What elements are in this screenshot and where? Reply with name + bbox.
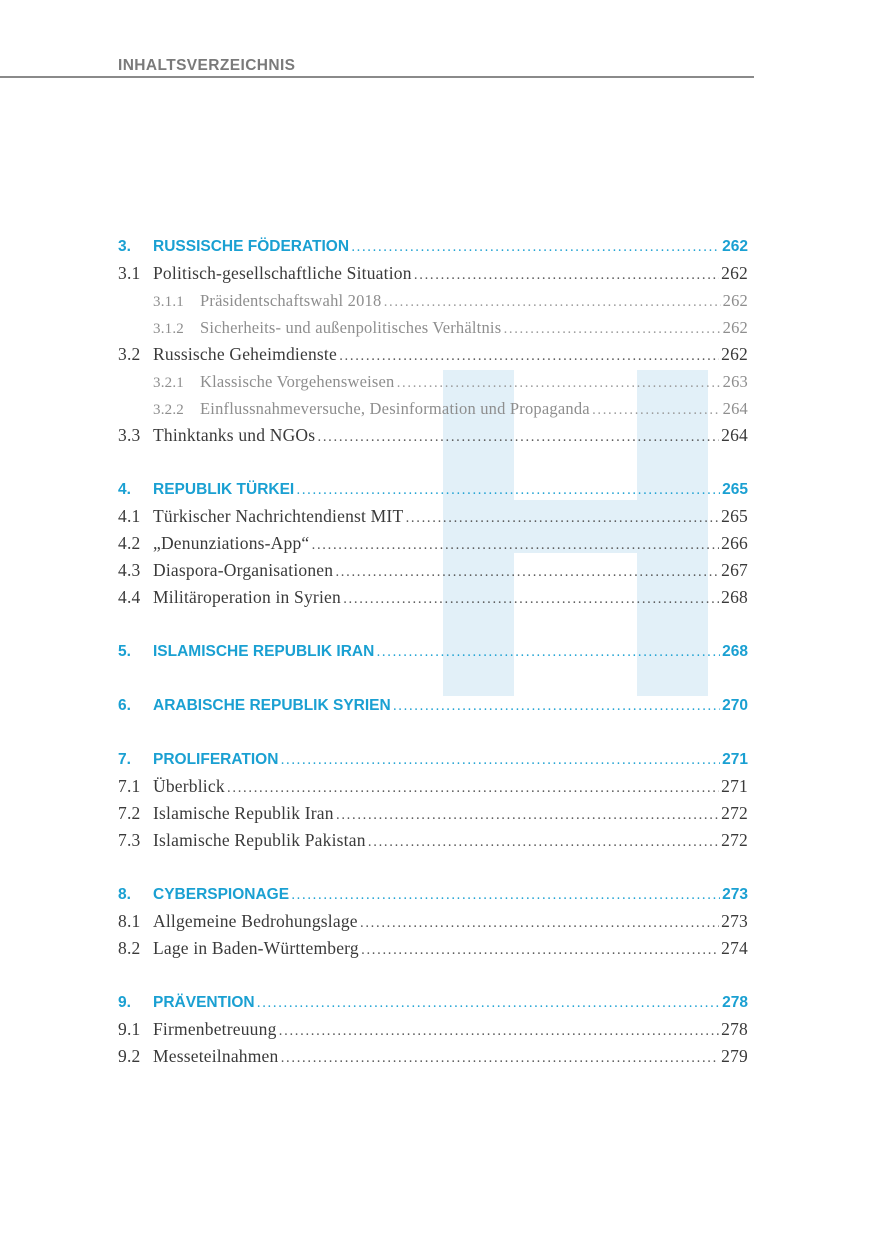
toc-page-number: 273	[721, 911, 748, 931]
dot-leader	[405, 505, 719, 532]
toc-chapter-row[interactable]	[118, 989, 748, 1016]
toc-page-number: 271	[721, 776, 748, 796]
toc-chapter-row[interactable]	[118, 638, 748, 665]
toc-title: Lage in Baden-Württemberg	[153, 938, 359, 958]
toc-section-row[interactable]	[118, 908, 748, 935]
toc-section-row[interactable]	[118, 773, 748, 800]
toc-chapter-row[interactable]	[118, 692, 748, 719]
toc-number: 3.1.1	[153, 294, 184, 310]
toc-number: 3.	[118, 238, 131, 255]
toc-title: Islamische Republik Pakistan	[153, 830, 366, 850]
toc-page-number: 273	[722, 886, 748, 903]
toc-number: 4.	[118, 481, 131, 498]
toc-number: 3.2	[118, 344, 141, 364]
toc-title: Thinktanks und NGOs	[153, 425, 316, 445]
dot-leader	[291, 882, 720, 909]
toc-title: Messeteilnahmen	[153, 1046, 279, 1066]
header-rule	[0, 76, 754, 78]
toc-title: ARABISCHE REPUBLIK SYRIEN	[153, 697, 391, 714]
dot-leader	[360, 910, 719, 937]
toc-number: 7.3	[118, 830, 141, 850]
toc-chapter-row[interactable]	[118, 881, 748, 908]
dot-leader	[257, 990, 721, 1017]
toc-section-row[interactable]	[118, 584, 748, 611]
toc-page-number: 262	[722, 238, 748, 255]
toc-title: Islamische Republik Iran	[153, 803, 334, 823]
toc-number: 4.4	[118, 587, 141, 607]
toc-title: Russische Geheimdienste	[153, 344, 337, 364]
toc-number: 4.3	[118, 560, 141, 580]
toc-page-number: 262	[722, 291, 748, 310]
toc-page-number: 271	[722, 751, 748, 768]
toc-title: ISLAMISCHE REPUBLIK IRAN	[153, 643, 375, 660]
toc-title: Firmenbetreuung	[153, 1019, 277, 1039]
toc-number: 3.2.2	[153, 402, 184, 418]
toc-sub-row[interactable]	[118, 314, 748, 341]
dot-leader	[414, 262, 719, 289]
dot-leader	[227, 775, 719, 802]
dot-leader	[368, 829, 719, 856]
toc-sub-row[interactable]	[118, 395, 748, 422]
toc-title: CYBERSPIONAGE	[153, 886, 290, 903]
toc-title: Einflussnahmeversuche, Desinformation und Propaganda	[200, 399, 590, 418]
toc-page-number: 268	[722, 643, 748, 660]
dot-leader	[393, 693, 720, 720]
dot-leader	[317, 424, 719, 451]
toc-title: Militäroperation in Syrien	[153, 587, 341, 607]
dot-leader	[336, 802, 719, 829]
toc-page-number: 279	[721, 1046, 748, 1066]
toc-title: RUSSISCHE FÖDERATION	[153, 238, 350, 255]
toc-page-number: 262	[721, 344, 748, 364]
toc-number: 8.1	[118, 911, 141, 931]
toc-number: 4.2	[118, 533, 141, 553]
toc-page-number: 272	[721, 803, 748, 823]
dot-leader	[361, 937, 719, 964]
toc-title: PRÄVENTION	[153, 994, 255, 1011]
toc-page-number: 264	[721, 425, 748, 445]
toc-section-row[interactable]	[118, 935, 748, 962]
toc-page-number: 265	[721, 506, 748, 526]
toc-page-number: 262	[721, 263, 748, 283]
toc-number: 3.1.2	[153, 321, 184, 337]
toc-page-number: 264	[722, 399, 748, 418]
toc-page-number: 278	[721, 1019, 748, 1039]
toc-title: „Denunziations-App“	[153, 533, 310, 553]
toc-sub-row[interactable]	[118, 368, 748, 395]
toc-page-number: 267	[721, 560, 748, 580]
dot-leader	[351, 234, 720, 261]
toc-section-row[interactable]	[118, 260, 748, 287]
toc-title: REPUBLIK TÜRKEI	[153, 481, 295, 498]
toc-page-number: 270	[722, 697, 748, 714]
toc-number: 3.2.1	[153, 375, 184, 391]
dot-leader	[296, 477, 720, 504]
dot-leader	[376, 639, 720, 666]
toc-spacer	[118, 962, 748, 989]
toc-sub-row[interactable]	[118, 287, 748, 314]
dot-leader	[335, 559, 719, 586]
toc-chapter-row[interactable]	[118, 233, 748, 260]
toc-title: Diaspora-Organisationen	[153, 560, 334, 580]
toc-title: Klassische Vorgehensweisen	[200, 372, 395, 391]
toc-page-number: 262	[722, 318, 748, 337]
dot-leader	[343, 586, 719, 613]
toc-spacer	[118, 719, 748, 746]
dot-leader	[279, 1018, 720, 1045]
dot-leader	[311, 532, 719, 559]
toc-section-row[interactable]	[118, 503, 748, 530]
toc-chapter-row[interactable]	[118, 476, 748, 503]
toc-section-row[interactable]	[118, 827, 748, 854]
toc-title: Politisch-gesellschaftliche Situation	[153, 263, 412, 283]
toc-page-number: 274	[721, 938, 748, 958]
running-head: INHALTSVERZEICHNIS	[118, 57, 296, 74]
toc-chapter-row[interactable]	[118, 746, 748, 773]
toc-section-row[interactable]	[118, 1016, 748, 1043]
toc-title: Überblick	[153, 776, 225, 796]
toc-page-number: 268	[721, 587, 748, 607]
toc-number: 8.2	[118, 938, 141, 958]
toc-title: Türkischer Nachrichtendienst MIT	[153, 506, 404, 526]
dot-leader	[383, 289, 720, 316]
toc-number: 8.	[118, 886, 131, 903]
toc-page-number: 278	[722, 994, 748, 1011]
toc-section-row[interactable]	[118, 1043, 748, 1070]
toc-section-row[interactable]	[118, 800, 748, 827]
toc-section-row[interactable]	[118, 530, 748, 557]
toc-number: 9.1	[118, 1019, 141, 1039]
toc-spacer	[118, 854, 748, 881]
toc-page-number: 272	[721, 830, 748, 850]
table-of-contents	[118, 233, 748, 1070]
toc-section-row[interactable]	[118, 422, 748, 449]
toc-number: 7.	[118, 751, 131, 768]
toc-title: Präsidentschaftswahl 2018	[200, 291, 382, 310]
toc-number: 3.1	[118, 263, 141, 283]
toc-number: 9.2	[118, 1046, 141, 1066]
toc-number: 3.3	[118, 425, 141, 445]
toc-title: Allgemeine Bedrohungslage	[153, 911, 358, 931]
dot-leader	[280, 1045, 719, 1072]
toc-title: PROLIFERATION	[153, 751, 279, 768]
toc-number: 5.	[118, 643, 131, 660]
toc-number: 7.1	[118, 776, 141, 796]
dot-leader	[339, 343, 719, 370]
toc-number: 6.	[118, 697, 131, 714]
toc-spacer	[118, 611, 748, 638]
toc-number: 9.	[118, 994, 131, 1011]
toc-section-row[interactable]	[118, 341, 748, 368]
toc-title: Sicherheits- und außenpolitisches Verhältnis	[200, 318, 502, 337]
dot-leader	[592, 397, 721, 424]
toc-number: 4.1	[118, 506, 141, 526]
toc-spacer	[118, 449, 748, 476]
dot-leader	[503, 316, 720, 343]
toc-page-number: 266	[721, 533, 748, 553]
dot-leader	[396, 370, 720, 397]
toc-page-number: 265	[722, 481, 748, 498]
dot-leader	[280, 747, 720, 774]
toc-section-row[interactable]	[118, 557, 748, 584]
toc-spacer	[118, 665, 748, 692]
toc-number: 7.2	[118, 803, 141, 823]
toc-page-number: 263	[722, 372, 748, 391]
